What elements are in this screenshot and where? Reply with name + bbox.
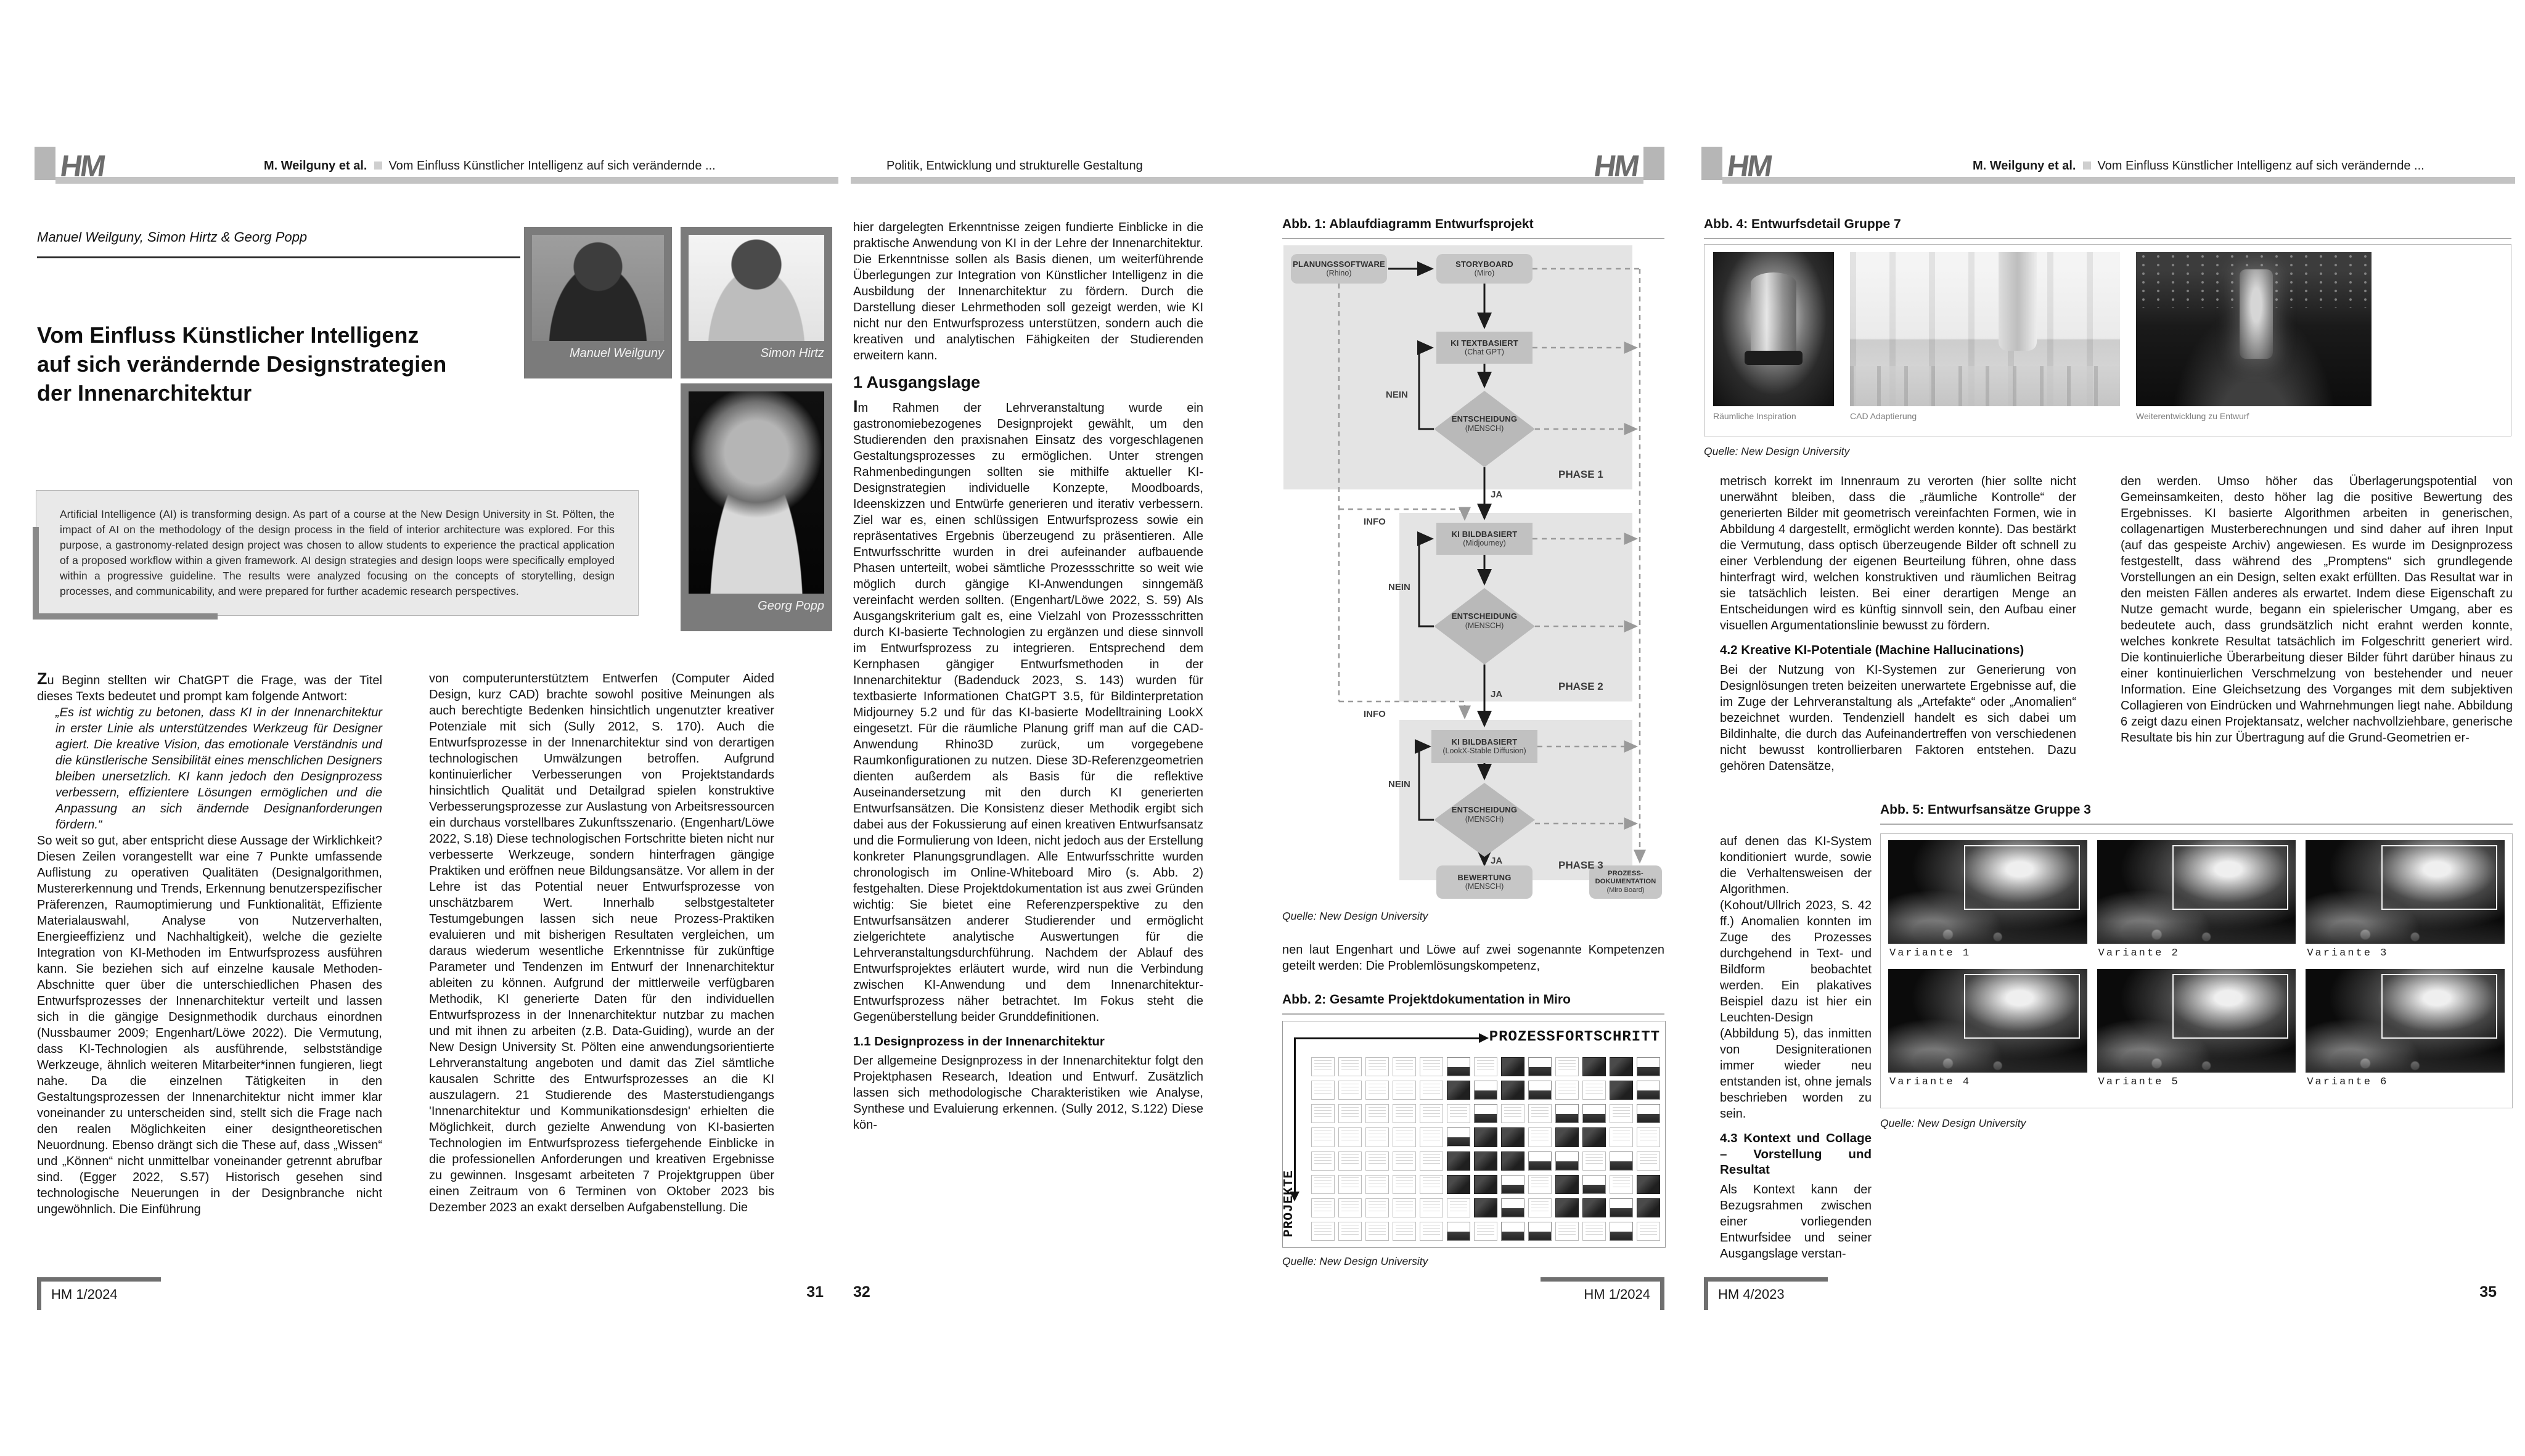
running-authors: M. Weilguny et al. (1973, 159, 2076, 173)
hm-logo: HM (1725, 150, 1774, 183)
author-portrait (532, 235, 664, 341)
page-number: 35 (2479, 1283, 2497, 1301)
variant-label: Variante 4 (1889, 1076, 1971, 1088)
figure-2-source: Quelle: New Design University (1282, 1255, 1428, 1267)
figure-1-block (1282, 217, 1664, 239)
flow-decision-2 (1434, 611, 1535, 631)
miro-thumbnail (1582, 1127, 1606, 1147)
miro-thumbnail (1610, 1222, 1633, 1241)
variant-cell (2306, 969, 2505, 1093)
running-head-text: Politik, Entwicklung und strukturelle Gestaltung (886, 159, 1143, 173)
paragraph: Als Kontext kann der Bezugsrahmen zwischen einer vorliegenden Entwurfsidee und seiner Ausgangslage verstan- (1720, 1182, 1872, 1261)
paragraph: nen laut Engenhart und Löwe auf zwei sogenannte Kompetenzen geteilt werden: Die Problemlösungskompetenz, (1282, 943, 1664, 973)
variant-render-image (2097, 840, 2296, 944)
miro-thumbnail (1501, 1198, 1524, 1217)
miro-thumbnail (1528, 1057, 1552, 1076)
miro-thumbnail (1610, 1151, 1633, 1171)
flow-label-ja: JA (1491, 856, 1503, 866)
variant-render-image (1888, 840, 2087, 944)
flow-label-phase2: PHASE 2 (1558, 681, 1603, 692)
miro-thumbnail (1365, 1081, 1389, 1100)
miro-thumbnail (1365, 1198, 1389, 1217)
author-portrait (689, 391, 824, 594)
flow-node-sublabel: (Miro) (1474, 269, 1495, 278)
figure-5-caption: Abb. 5: Entwurfsansätze Gruppe 3 (1880, 803, 2091, 817)
miro-thumbnail (1582, 1198, 1606, 1217)
miro-thumbnail (1447, 1151, 1470, 1171)
hm-logo: HM (1592, 150, 1640, 183)
miro-thumbnail (1501, 1104, 1524, 1123)
miro-thumbnail (1637, 1104, 1660, 1123)
miro-thumbnail (1528, 1081, 1552, 1100)
abstract-box (36, 490, 639, 616)
miro-thumbnail (1555, 1081, 1579, 1100)
separator-square-icon (374, 162, 382, 170)
figure-4-panel-1-caption: Räumliche Inspiration (1713, 411, 1796, 421)
page-32 (851, 0, 1664, 1456)
miro-thumbnail (1528, 1104, 1552, 1123)
running-head-32 (851, 143, 1664, 184)
miro-thumbnail (1338, 1175, 1362, 1194)
miro-thumbnail (1474, 1151, 1497, 1171)
figure-5-source: Quelle: New Design University (1880, 1117, 2026, 1129)
miro-thumbnail (1447, 1081, 1470, 1100)
miro-thumbnail (1365, 1057, 1389, 1076)
paragraph: Bei der Nutzung von KI-Systemen zur Generierung von Designlösungen treten beizeiten unerwartete Ergebnisse auf, die im Zuge der Lehrveranstaltung als „Artefakte“ oder „Anomalien“ bezeichnet wurden. Tendenziell handelt es sich dabei um Bildinhalte, die durch das Aufeinandertreffen von verschiedenen nicht bewusst kontrollierbaren Faktoren entstehen. Dazu gehören Datensätze, (1720, 663, 2076, 773)
miro-thumbnail (1555, 1175, 1579, 1194)
miro-thumbnail (1528, 1175, 1552, 1194)
miro-thumbnail (1637, 1222, 1660, 1241)
article-title-line1: Vom Einfluss Künstlicher Intelligenz (37, 322, 419, 348)
paragraph: auf denen das KI-System konditioniert wurde, sowie die Verhaltensweisen der Algorithmen. (Kohout/Ullrich 2023, S. 42 ff.) Anomalien konnten im Zuge des Prozesses durchgehend in Text- und Bildform beobachtet werden. Ein plakatives Beispiel dazu ist hier ein Leuchten-Design (Abbildung 5), das inmitten von Designiterationen immer wieder neu entstanden ist, ohne jemals beschrieben worden zu sein. (1720, 835, 1872, 1121)
miro-thumbnail (1420, 1127, 1443, 1147)
variant-cell (2097, 969, 2296, 1093)
figure-4-panel-2-caption: CAD Adaptierung (1850, 411, 1917, 421)
miro-thumbnail (1447, 1127, 1470, 1147)
miro-thumbnail (1393, 1081, 1416, 1100)
miro-thumbnail (1311, 1104, 1335, 1123)
paragraph: Der allgemeine Designprozess in der Innenarchitektur folgt den Projektphasen Research, Ideation und Entwurf. Zusätzlich lassen sich methodologische Charakteristiken wie Analyse, Synthese und Evaluierung erkennen. (Sully 2012, S.122) Diese kön- (853, 1054, 1203, 1132)
projects-axis-label: PROJEKTE (1282, 1170, 1296, 1237)
figure-4 (1704, 244, 2511, 436)
miro-thumbnail (1420, 1198, 1443, 1217)
header-bar (851, 177, 1643, 184)
miro-thumbnail (1420, 1081, 1443, 1100)
paragraph: von computerunterstütztem Entwerfen (Computer Aided Design, kurz CAD) brachte sowohl positive Meinungen als auch berechtigte Bedenken hinsichtlich ungenutzter kreativer Potenziale mit sich (Sully 2012, S. 170). Auch die Entwurfsprozesse in der Innenarchitektur sind von derartigen technologischen Umwälzungen betroffen. Aufgrund kontinuierlicher Verbesserungen von Projektstandards hinsichtlich Qualität und Detailgrad spielen konstruktive Verbesserungsprozesse zur Auslastung von Arbeitsressourcen ein durchaus vorstellbares Zukunftsszenario. (Engenhart/Löwe 2022, S.18) Diese technologischen Fortschritte bieten nicht nur verbesserte Werkzeuge, sondern hinterfragen gängige Praktiken und eröffnen neue Bildungsansätze. Vor allem in der Lehre ist das Potential neuer Entwurfsprozesse von unschätzbarem Wert. Innerhalb selbstgestalteter Testumgebungen lassen sich neue Prozess-Praktiken evaluieren und mit bisherigen Resultaten vergleichen, um daraus wiederum wesentliche Erkenntnisse für zukünftige Parameter und Tendenzen im Entwurf der Innenarchitektur ableiten zu können. Aufgrund der mittlerweile verfügbaren Methodik, KI generierte Daten für den individuellen Entwurfsprozess in der Innenarchitektur nutzbar zu machen und mit ihnen zu arbeiten (z.B. Data-Guiding), wurde an der New Design University St. Pölten eine anwendungsorientierte Lehrveranstaltung angeboten und damit das Ziel sämtliche kausalen Schritte des Entwurfsprozesses an die KI auszulagern. 21 Studierende des Masterstudiengangs 'Innenarchitektur und Kommunikationsdesign' erhielten die Möglichkeit, durch gezielte Anwendung von KI-basierten Technologien im Entwurfsprozess tiefergehende Einblicke in die professionellen Anforderungen und kreativen Ergebnisse zu gewinnen. Insgesamt arbeiteten 7 Projektgruppen über einen Zeitraum von 6 Terminen von Oktober 2023 bis Dezember 2023 an exakt derselben Aufgabenstellung. Die (429, 672, 774, 1214)
flow-label-phase1: PHASE 1 (1558, 468, 1603, 480)
miro-thumbnail (1474, 1222, 1497, 1241)
miro-thumbnail (1365, 1222, 1389, 1241)
authors-line: Manuel Weilguny, Simon Hirtz & Georg Popp (37, 229, 308, 245)
miro-thumbnail (1528, 1151, 1552, 1171)
flow-node-ki-textbasiert (1436, 332, 1533, 364)
section-heading: 1 Ausgangslage (853, 373, 981, 391)
flow-node-sublabel: (Miro Board) (1606, 886, 1645, 894)
paragraph: den werden. Umso höher das Überlagerungspotential von Gemeinsamkeiten, desto höher lag die positive Bewertung des Ergebnisses. KI basierte Algorithmen arbeiten in generischen, collagenartigen Musterberechnungen und sind daher auf ihren Input (auf das gespeiste Archiv) angewiesen. Es wurde im Designprozess festgestellt, dass während des „Promptens“ sich grundlegende Vorstellungen an ein Design, selten exakt erfüllten. Das Resultat war in den meisten Fällen anderes als erwartet. Indem diese Eigenschaft zu Nutze gemacht wurde, begann ein spielerischer Umgang, aber es bedeutete auch, dass grundsätzlich nicht erahnt werden konnte, welches konkrete Resultat tatsächlich im Folgeschritt generiert wird. Die kontinuierliche Überarbeitung dieser Bilder führt darüber hinaus zu einer kontinuierlichen Verschmelzung von bestehender und neuer Information. Eine Gleichsetzung des Vorganges mit dem subjektiven Collagieren von Eindrücken und Wahrnehmungen liegt nahe. Abbildung 6 zeigt dazu einen Projektansatz, welcher nachvollziehbare, generische Resultate bis hin zur Übertragung auf die Grund-Geometrien er- (2121, 475, 2513, 745)
miro-thumbnail (1420, 1104, 1443, 1123)
cad-render-image (1850, 252, 2120, 406)
figure-4-panel-3-caption: Weiterentwicklung zu Entwurf (2136, 411, 2249, 421)
authors-rule (37, 256, 520, 258)
author-photo-name: Manuel Weilguny (569, 346, 664, 360)
paragraph: Zu Beginn stellten wir ChatGPT die Frage, was der Titel dieses Texts bedeutet und prompt kam folgende Antwort: (37, 669, 382, 703)
subsection-heading: 1.1 Designprozess in der Innenarchitektur (853, 1034, 1105, 1049)
process-axis-line (1294, 1037, 1479, 1039)
miro-thumbnail (1555, 1151, 1579, 1171)
footer-issue: HM 1/2024 (1541, 1277, 1664, 1310)
miro-thumbnail (1528, 1222, 1552, 1241)
miro-thumbnail (1311, 1081, 1335, 1100)
miro-thumbnail (1555, 1222, 1579, 1241)
variant-label: Variante 1 (1889, 947, 1971, 959)
caption-rule (1282, 1013, 1664, 1015)
miro-thumbnail (1393, 1057, 1416, 1076)
miro-thumbnail (1474, 1175, 1497, 1194)
abstract-text: Artificial Intelligence (AI) is transforming design. As part of a course at the New Design University in St. Pölten, the impact of AI on the methodology of the design process in the field of interior architecture was explored. For this purpose, a gastronomy-related design project was chosen to allow students to experience the practical application of a proposed workflow within a given framework. AI design strategies and design loops were specifically employed within a progressive guideline. The results were analyzed focusing on the concepts of storytelling, design processes, and communicability, and were prepared for further academic research perspectives. (60, 508, 615, 597)
miro-thumbnail (1582, 1057, 1606, 1076)
figure-5-block (1880, 803, 2513, 825)
column-1 (1720, 473, 2076, 774)
miro-thumbnail (1501, 1081, 1524, 1100)
miro-thumbnail (1610, 1057, 1633, 1076)
flow-node-label: KI BILDBASIERT (1451, 737, 1518, 746)
miro-thumbnail (1393, 1104, 1416, 1123)
running-head-35 (1701, 143, 2515, 184)
miro-thumbnail (1501, 1151, 1524, 1171)
flow-node-storyboard (1436, 254, 1533, 284)
miro-thumbnail (1582, 1081, 1606, 1100)
flow-decision-3 (1434, 805, 1535, 824)
flow-node-planungssoftware (1291, 254, 1387, 284)
flow-label-phase3: PHASE 3 (1558, 859, 1603, 871)
miro-thumbnail (1365, 1175, 1389, 1194)
flow-node-label: STORYBOARD (1455, 259, 1513, 269)
flow-node-sublabel: (Rhino) (1326, 269, 1352, 278)
miro-thumbnail (1474, 1127, 1497, 1147)
flow-label-info: INFO (1364, 709, 1386, 719)
miro-thumbnail (1311, 1151, 1335, 1171)
figure-1-caption: Abb. 1: Ablaufdiagramm Entwurfsprojekt (1282, 217, 1534, 231)
miro-thumbnail (1555, 1104, 1579, 1123)
header-bar (55, 177, 838, 184)
flow-node-label: KI BILDBASIERT (1451, 529, 1518, 539)
miro-thumbnail (1447, 1198, 1470, 1217)
flow-decision-1 (1434, 414, 1535, 433)
miro-thumbnail (1338, 1057, 1362, 1076)
flow-node-label: DOKUMENTATION (1595, 878, 1656, 886)
miro-thumbnail (1420, 1057, 1443, 1076)
variant-label: Variante 5 (2098, 1076, 2180, 1088)
flowchart-figure-1 (1282, 244, 1664, 901)
miro-thumbnail (1610, 1127, 1633, 1147)
running-head-text (264, 159, 716, 173)
miro-thumbnail (1555, 1198, 1579, 1217)
miro-thumbnail (1528, 1198, 1552, 1217)
miro-thumbnail (1474, 1081, 1497, 1100)
miro-thumbnail (1393, 1151, 1416, 1171)
inspiration-image (1713, 252, 1834, 406)
flow-node-label: PLANUNGSSOFTWARE (1293, 259, 1385, 269)
flow-node-sublabel: (MENSCH) (1465, 423, 1504, 433)
caption-rule (1282, 238, 1664, 239)
header-bar (1722, 177, 2515, 184)
miro-thumbnail (1338, 1198, 1362, 1217)
flow-node-sublabel: (MENSCH) (1465, 814, 1504, 824)
article-title-line2: auf sich verändernde Designstrategien (37, 351, 447, 377)
figure-4-panel-3 (2136, 252, 2372, 421)
miro-thumbnail (1582, 1222, 1606, 1241)
footer-issue: HM 4/2023 (1704, 1277, 1828, 1310)
figure-4-source: Quelle: New Design University (1704, 445, 1850, 457)
flow-label-nein: NEIN (1388, 582, 1410, 592)
flow-node-sublabel: (MENSCH) (1465, 882, 1504, 891)
flow-node-bewertung (1436, 865, 1533, 899)
running-head-31 (35, 143, 838, 184)
miro-thumbnail (1610, 1081, 1633, 1100)
miro-thumbnail (1637, 1057, 1660, 1076)
miro-thumbnail (1501, 1175, 1524, 1194)
miro-thumbnail (1528, 1127, 1552, 1147)
miro-thumbnail (1338, 1081, 1362, 1100)
page-number: 32 (853, 1283, 870, 1301)
page-35 (1701, 0, 2515, 1456)
miro-thumbnail (1610, 1104, 1633, 1123)
miro-thumbnail (1393, 1175, 1416, 1194)
miro-thumbnail (1582, 1151, 1606, 1171)
variant-render-image (2306, 969, 2505, 1073)
column-1 (37, 671, 382, 1217)
author-photo-frame (524, 227, 672, 378)
flow-node-label: ENTSCHEIDUNG (1451, 414, 1518, 423)
figure-4-block (1704, 217, 2511, 239)
miro-thumbnail (1610, 1198, 1633, 1217)
column-1 (853, 219, 1203, 1133)
running-title: Vom Einfluss Künstlicher Intelligenz auf sich verändernde ... (2097, 159, 2425, 173)
variant-render-image (2097, 969, 2296, 1073)
figure-4-caption: Abb. 4: Entwurfsdetail Gruppe 7 (1704, 217, 1901, 231)
bridge-paragraph (1282, 942, 1664, 974)
paragraph: Im Rahmen der Lehrveranstaltung wurde ein gastronomiebezogenes Designprojekt gewählt, um den Studierenden den praxisnahen Einsatz des vorgeschlagenen Gestaltungsprozesses zu ermöglichen. Unter strengen Rahmenbedingungen sollten sie mithilfe aktueller KI-Designstrategien individuelle Konzepte, Moodboards, Ideenskizzen und Entwürfe generieren und iterativ verbessern. Ziel war es, einen schlüssigen Entwurfsprozess sowie ein repräsentatives Ergebnis überzeugend zu präsentieren. Alle Entwurfsschritte wurden in drei aufeinander aufbauende Phasen unterteilt, wobei sämtliche Prozessschritte so weit wie möglich durch gängige KI-Anwendungen sinngemäß vereinfacht werden sollten. (Engenhart/Löwe 2022, S. 59) Als Ausgangskriterium galt es, eine Vielzahl von Prozessschritten durch KI-basierte Technologien zu ergänzen und diese sinnvoll im Entwurfsprozess zu integrieren. Entsprechend dem Kernphasen gängiger Entwurfsmethoden in der Innenarchitektur (Badenduck 2023, S. 143) wurden für textbasierte Informationen ChatGPT 3.5, für Bildinterpretation Midjourney 5.2 und für das KI-basierte Modelltraining LookX eingesetzt. Für die räumliche Planung griff man auf die CAD-Anwendung Rhino3D zurück, um vorgegebene Raumkonfigurationen zu nutzen. Diese 3D-Referenzgeometrien dienten außerdem als Basis für die reflektive Auseinandersetzung mit den durch KI generierten Entwurfsansätzen. Die Konsistenz dieser Methodik ergibt sich dabei aus der Fokussierung auf einen kreativen Entwurfsansatz und die Formulierung von Ideen, nicht jedoch aus der Erstellung konkreter Planungsgrundlagen. Alle Entwurfsschritte wurden chronologisch im Online-Whiteboard Miro (s. Abb. 2) festgehalten. Diese Projektdokumentation ist aus zwei Gründen wichtig: Sie bietet eine Referenzperspektive zu den Entwurfsansätzen anderer Studierender und ermöglicht zielgerichtete analytische Auswertungen für die Lehrveranstaltungsdurchführung. Nachdem der Ablauf des Entwurfsprojektes erläutert wurde, wird nun die Verbindung zwischen KI-Anwendung und dem Innenarchitektur-Entwurfsprozess näher betrachtet. Im Fokus steht die Gegenüberstellung beider Grunddefinitionen. (853, 396, 1203, 1024)
flow-label-info: INFO (1364, 517, 1386, 527)
fig2-grid (1311, 1057, 1660, 1241)
caption-rule (1704, 238, 2511, 239)
miro-thumbnail (1393, 1198, 1416, 1217)
running-authors: M. Weilguny et al. (264, 159, 367, 173)
figure-2-block (1282, 992, 1664, 1015)
miro-thumbnail (1447, 1104, 1470, 1123)
final-design-image (2136, 252, 2372, 406)
miro-thumbnail (1420, 1175, 1443, 1194)
variant-cell (2097, 840, 2296, 964)
flow-node-label: KI TEXTBASIERT (1451, 338, 1518, 348)
variant-label: Variante 2 (2098, 947, 2180, 959)
miro-board-figure-2 (1282, 1021, 1666, 1248)
miro-thumbnail (1637, 1198, 1660, 1217)
variant-label: Variante 3 (2307, 947, 2389, 959)
miro-thumbnail (1447, 1175, 1470, 1194)
miro-thumbnail (1555, 1057, 1579, 1076)
miro-thumbnail (1582, 1175, 1606, 1194)
miro-thumbnail (1637, 1175, 1660, 1194)
page-31 (35, 0, 838, 1456)
miro-thumbnail (1637, 1081, 1660, 1100)
miro-thumbnail (1311, 1127, 1335, 1147)
miro-thumbnail (1311, 1057, 1335, 1076)
variant-label: Variante 6 (2307, 1076, 2389, 1088)
variant-render-image (1888, 969, 2087, 1073)
paragraph: So weit so gut, aber entspricht diese Aussage der Wirklichkeit? Diesen Zeilen vorangestellt war eine 7 Punkte umfassende Auflistung zu operativen Qualitäten (Designalgorithmen, Mustererkennung und Trends, Erkennung benutzerspezifischer Präferenzen, Raumoptimierung und Funktionalität, Effiziente Materialauswahl, Analyse von Nutzerverhalten, Energieeffizienz und Nachhaltigkeit), welche die gezielte Integration von KI-Methoden im Entwurfsprozess ausführen kann. Sie beziehen sich auf einzelne kausale Methoden-Abschnitte quer über die unterschiedlichen Phasen des Entwurfsprozesses der Innenarchitektur verteilt und lassen sich in die gängige Designmethodik durchaus einordnen (Nussbaumer 2009; Engenhart/Löwe 2022). Die Vermutung, dass KI-Technologien als ausführende, selbstständige Werkzeuge, ähnlich weiteren Mitarbeiter*innen fungieren, liegt nahe. Da die einzelnen Tätigkeiten in den Gestaltungsprozessen der Innenarchitektur nicht immer klar voneinander zu unterscheiden sind, stellt sich die Frage nach den realen Möglichkeiten einer designtheoretischen Neuordnung. Ebenso drängt sich die These auf, dass „Wissen“ und „Können“ nicht unmittelbar voneinander getrennt abrufbar sind. (Egger 2022, S.57) Historisch gesehen sind technologische Neuerungen in der Designbranche nicht ungewöhnlich. Die Einführung (37, 834, 382, 1216)
flow-label-ja: JA (1491, 489, 1503, 500)
figure-1-source: Quelle: New Design University (1282, 910, 1428, 922)
figure-2-caption: Abb. 2: Gesamte Projektdokumentation in Miro (1282, 992, 1571, 1007)
flow-node-label: ENTSCHEIDUNG (1451, 611, 1518, 621)
variant-render-image (2306, 840, 2505, 944)
flow-node-sublabel: (Midjourney) (1463, 539, 1506, 548)
flow-node-sublabel: (MENSCH) (1465, 621, 1504, 630)
miro-thumbnail (1474, 1057, 1497, 1076)
figure-4-panel-2 (1850, 252, 2120, 421)
miro-thumbnail (1610, 1175, 1633, 1194)
miro-thumbnail (1420, 1151, 1443, 1171)
flow-label-ja: JA (1491, 689, 1503, 700)
miro-thumbnail (1338, 1104, 1362, 1123)
flow-node-sublabel: (Chat GPT) (1465, 348, 1504, 357)
flow-node-label: ENTSCHEIDUNG (1451, 805, 1518, 814)
miro-thumbnail (1365, 1127, 1389, 1147)
caption-rule (1880, 824, 2513, 825)
running-head-text (1973, 159, 2425, 173)
flow-label-nein: NEIN (1388, 779, 1410, 790)
figure-5 (1880, 833, 2513, 1108)
paragraph: metrisch korrekt im Innenraum zu verorten (hier sollte nicht unerwähnt bleiben, dass die „räumliche Kontrolle“ der generierten Bilder mit geometrisch vereinfachten Formen, wie in Abbildung 4 dargestellt, ermöglicht werden konnte). Das bestärkt die Vermutung, dass optisch überzeugende Bilder oft schnell zu einer Verblendung der eigenen Beurteilung führen, ohne dass hinterfragt wird, welchen konstruktiven und räumlichen Beitrag sie tatsächlich leisten. Bei einer derartigen Menge an Entscheidungen wird es künftig sinnvoll sein, den Aufbau einer visuellen Argumentationslinie bewusst zu fördern. (1720, 475, 2076, 632)
hm-logo-square (1643, 147, 1664, 180)
flow-node-ki-bildbasiert-2 (1431, 730, 1537, 763)
variant-cell (1888, 969, 2087, 1093)
miro-thumbnail (1637, 1151, 1660, 1171)
miro-thumbnail (1365, 1104, 1389, 1123)
author-photo-name: Simon Hirtz (760, 346, 824, 360)
miro-thumbnail (1393, 1127, 1416, 1147)
footer-issue: HM 1/2024 (37, 1277, 161, 1310)
miro-thumbnail (1501, 1057, 1524, 1076)
miro-thumbnail (1447, 1222, 1470, 1241)
flow-node-ki-bildbasiert-1 (1436, 523, 1533, 555)
miro-thumbnail (1474, 1198, 1497, 1217)
miro-thumbnail (1447, 1057, 1470, 1076)
page-number: 31 (806, 1283, 824, 1301)
miro-thumbnail (1555, 1127, 1579, 1147)
chatgpt-quote: „Es ist wichtig zu betonen, dass KI in der Innenarchitektur in erster Linie als unterstützendes Werkzeug für Designer agiert. Die kreative Vision, das emotionale Verständnis und die künstlerische Sensibilität eines menschlichen Designers bleiben unersetzlich. KI kann jedoch den Designprozess verbessern, effizientere Lösungen ermöglichen und die Anpassung an sich ändernde Designanforderungen fördern.“ (55, 706, 382, 832)
variant-cell (1888, 840, 2087, 964)
separator-square-icon (2083, 162, 2091, 170)
miro-thumbnail (1637, 1127, 1660, 1147)
miro-thumbnail (1393, 1222, 1416, 1241)
flow-label-nein: NEIN (1386, 390, 1408, 400)
column-2 (429, 671, 774, 1216)
subsection-heading: 4.3 Kontext und Collage – Vorstellung und Resultat (1720, 1131, 1872, 1177)
miro-thumbnail (1501, 1222, 1524, 1241)
miro-thumbnail (1582, 1104, 1606, 1123)
figure-4-panel-1 (1713, 252, 1834, 421)
article-title-line3: der Innenarchitektur (37, 380, 252, 406)
subsection-heading: 4.2 Kreative KI-Potentiale (Machine Hallucinations) (1720, 643, 2024, 657)
miro-thumbnail (1420, 1222, 1443, 1241)
article-title (37, 321, 446, 407)
column-2 (2121, 473, 2513, 746)
flow-node-sublabel: (LookX-Stable Diffusion) (1443, 746, 1526, 756)
miro-thumbnail (1338, 1151, 1362, 1171)
running-title: Vom Einfluss Künstlicher Intelligenz auf sich verändernde ... (388, 159, 716, 173)
miro-thumbnail (1365, 1151, 1389, 1171)
author-portrait (689, 235, 824, 341)
process-axis-arrow-icon (1479, 1033, 1489, 1043)
author-photo-frame (681, 383, 832, 631)
miro-thumbnail (1338, 1222, 1362, 1241)
hm-logo-square (1701, 147, 1722, 180)
flow-node-label: PROZESS- (1608, 870, 1643, 878)
variant-cell (2306, 840, 2505, 964)
author-photo-frame (681, 227, 832, 378)
process-axis-label: PROZESSFORTSCHRITT (1489, 1029, 1660, 1045)
column-1-narrow (1720, 833, 1872, 1262)
hm-logo: HM (58, 150, 107, 183)
miro-thumbnail (1311, 1175, 1335, 1194)
miro-thumbnail (1311, 1222, 1335, 1241)
miro-thumbnail (1338, 1127, 1362, 1147)
miro-thumbnail (1501, 1127, 1524, 1147)
miro-thumbnail (1311, 1198, 1335, 1217)
projects-axis-line (1294, 1037, 1296, 1192)
flow-node-label: BEWERTUNG (1457, 872, 1512, 882)
paragraph: hier dargelegten Erkenntnisse zeigen fundierte Einblicke in die praktische Anwendung von KI in der Lehre der Innenarchitektur. Die Erkenntnisse sollen als Basis dienen, um weiterführende Überlegungen zur Integration von Künstlicher Intelligenz in die Ausbildung der Innenarchitektur zu fördern. Durch die Darstellung dieser Lehrmethoden soll gezeigt werden, wie KI nicht nur den Entwurfsprozess unterstützen, sondern auch die kreativen und analytischen Fähigkeiten der Studierenden erweitern kann. (853, 221, 1203, 362)
author-photo-name: Georg Popp (758, 599, 824, 613)
miro-thumbnail (1474, 1104, 1497, 1123)
hm-logo-square (35, 147, 55, 180)
